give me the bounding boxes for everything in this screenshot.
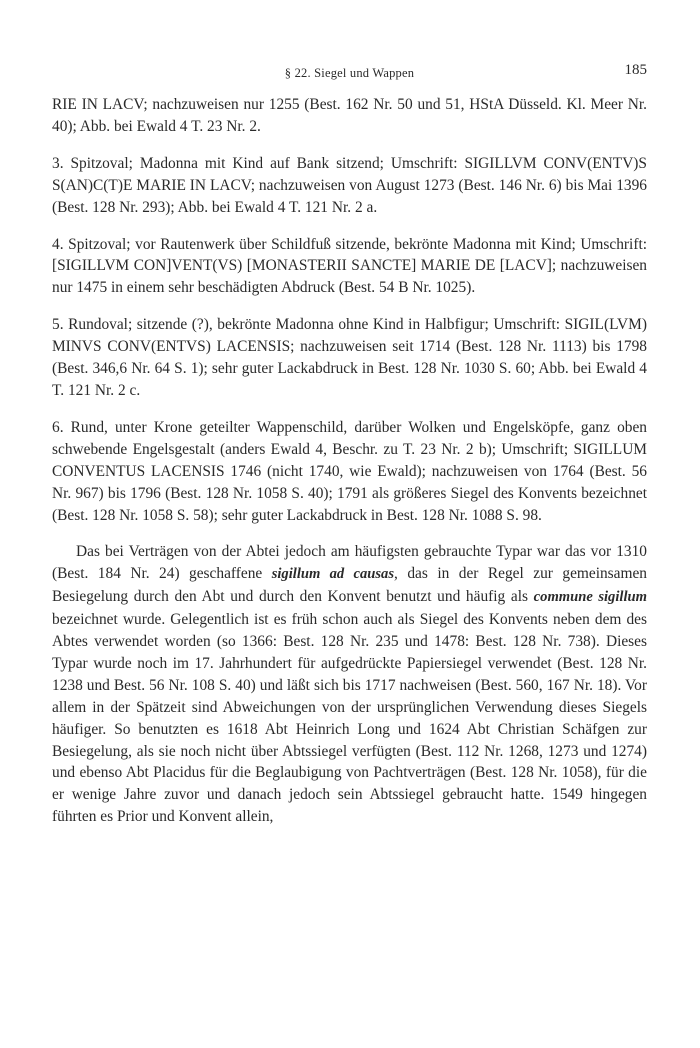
- running-head: § 22. Siegel und Wappen: [284, 66, 415, 80]
- seal-entry-6: 6. Rund, unter Krone geteilter Wappenschild, darüber Wolken und Engelsköpfe, ganz oben schwebende Engelsgestalt (anders Ewald 4, Beschr. zu T. 23 Nr. 2 b); Umschrift; SIGILLUM CONVENTUS LACENSIS 1746 (nicht 1740, wie Ewald); nachzuweisen von 1764 (Best. 56 Nr. 967) bis 1796 (Best. 128 Nr. 1058 S. 40); 1791 als größeres Siegel des Konvents bezeichnet (Best. 128 Nr. 1058 S. 58); sehr guter Lackabdruck in Best. 128 Nr. 1088 S. 98.: [52, 418, 647, 524]
- paragraph-text-1: Das bei Verträgen von der Abtei jedoch am häufigsten gebrauchte Typar war das vor 1310 (Best. 184 Nr. 24) geschaffene: [52, 543, 647, 583]
- body-paragraph: [52, 541, 647, 828]
- latin-term-sigillum-ad-causas: sigillum ad causas: [271, 566, 395, 583]
- paragraph-text-2: , das in der Regel zur gemeinsamen Besiegelung durch den Abt und durch den Konvent benutzt und häufig als: [52, 565, 647, 606]
- page-number: 185: [624, 62, 647, 78]
- page-header: [52, 62, 647, 86]
- latin-term-commune-sigillum: commune sigillum: [533, 589, 647, 606]
- paragraph-text-3: bezeichnet wurde. Gelegentlich ist es früh schon auch als Siegel des Konvents neben dem des Abtes verwendet worden (so 1366: Best. 128 Nr. 235 und 1478: Best. 128 Nr. 738). Dieses Typar wurde noch im 17. Jahrhundert für aufgedrückte Papiersiegel verwendet (Best. 128 Nr. 1238 und Best. 56 Nr. 108 S. 40) und läßt sich bis 1717 nachweisen (Best. 560, 167 Nr. 18). Vor allem in der Spätzeit sind Abweichungen von der ursprünglichen Verwendung dieses Siegels häufiger. So benutzten es 1618 Abt Heinrich Long und 1624 Abt Christian Schäfgen zur Besiegelung, als sie noch nicht über Abtssiegel verfügten (Best. 112 Nr. 1268, 1273 und 1274) und ebenso Abt Placidus für die Beglaubigung von Pachtverträgen (Best. 128 Nr. 1058), für die er wenige Jahre zuvor und danach jedoch sein Abtssiegel gebraucht hatte. 1549 hingegen führten es Prior und Konvent allein,: [52, 611, 647, 826]
- seal-entry-3: 3. Spitzoval; Madonna mit Kind auf Bank sitzend; Umschrift: SIGILLVM CONV(ENTV)S S(AN)C(T)E MARIE IN LACV; nachzuweisen von August 1273 (Best. 146 Nr. 6) bis Mai 1396 (Best. 128 Nr. 293); Abb. bei Ewald 4 T. 121 Nr. 2 a.: [52, 154, 647, 216]
- seal-entry-5: 5. Rundoval; sitzende (?), bekrönte Madonna ohne Kind in Halbfigur; Umschrift: SIGIL(LVM) MINVS CONV(ENTVS) LACENSIS; nachzuweisen seit 1714 (Best. 128 Nr. 1113) bis 1798 (Best. 346,6 Nr. 64 S. 1); sehr guter Lackabdruck in Best. 128 Nr. 1030 S. 60; Abb. bei Ewald 4 T. 121 Nr. 2 c.: [52, 316, 647, 399]
- seal-entry-4: 4. Spitzoval; vor Rautenwerk über Schildfuß sitzende, bekrönte Madonna mit Kind; Umschrift: [SIGILLVM CON]VENT(VS) [MONASTERII SANCTE] MARIE DE [LACV]; nachzuweisen nur 1475 in einem sehr beschädigten Abdruck (Best. 54 B Nr. 1025).: [52, 235, 647, 297]
- seal-entry-continued: RIE IN LACV; nachzuweisen nur 1255 (Best. 162 Nr. 50 und 51, HStA Düsseld. Kl. Meer Nr. 40); Abb. bei Ewald 4 T. 23 Nr. 2.: [52, 96, 647, 135]
- page-body: [52, 94, 647, 828]
